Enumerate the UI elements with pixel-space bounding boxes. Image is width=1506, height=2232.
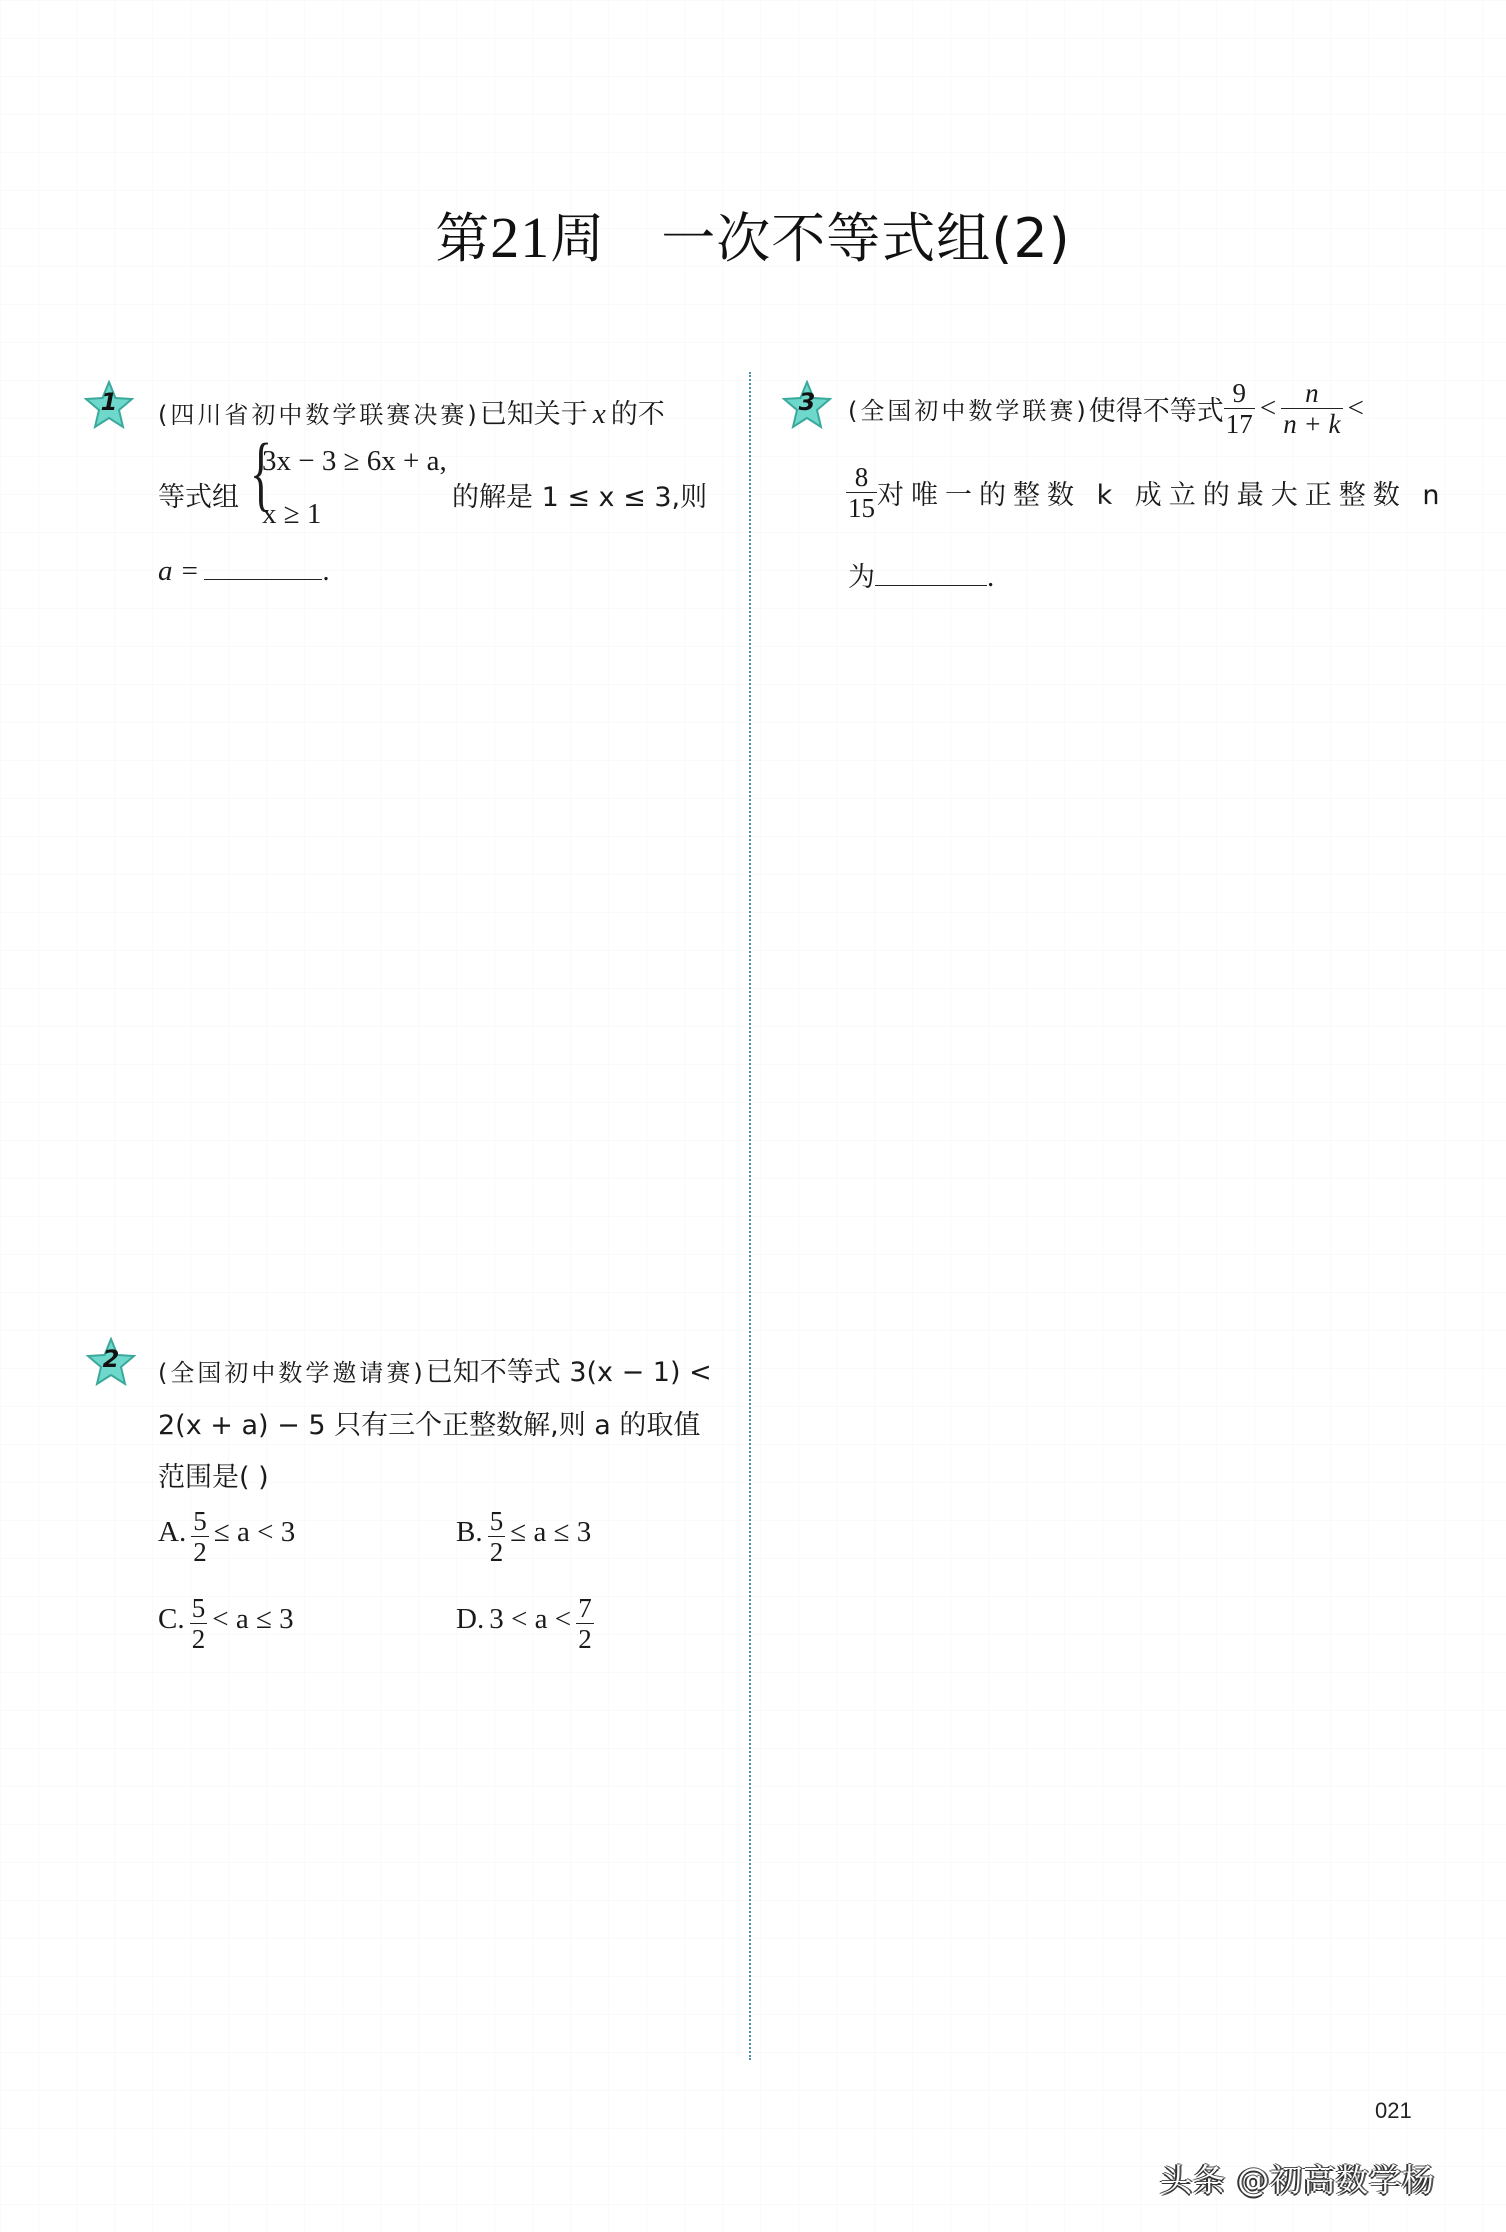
option-label: C. xyxy=(158,1603,185,1635)
less-than: < xyxy=(1347,392,1364,424)
question-text: 的不 xyxy=(610,399,665,430)
fraction-8-15: $\frac{8}{15}$ xyxy=(848,462,875,523)
fraction: $\frac{5}{2}$ xyxy=(489,1506,504,1567)
question-source: (全国初中数学邀请赛) xyxy=(158,1359,426,1387)
title-prefix: 第 xyxy=(435,207,491,270)
fraction-n-over-n-plus-k: $\frac{n}{n + k}$ xyxy=(1283,378,1341,439)
option-a[interactable] xyxy=(158,1506,295,1567)
fraction: $\frac{5}{2}$ xyxy=(193,1506,207,1567)
option-text: ≤ a ≤ 3 xyxy=(510,1516,592,1548)
title-topic: 一次不等式组(2) xyxy=(661,207,1071,270)
question-number: 1 xyxy=(100,388,118,416)
star-badge-2 xyxy=(86,1337,136,1387)
question-text: 对唯一的整数 k 成立的最大正整数 n xyxy=(877,480,1447,511)
option-d[interactable] xyxy=(456,1593,594,1654)
period: . xyxy=(987,561,995,593)
watermark: 头条 @初高数学杨 xyxy=(1160,2161,1436,2199)
fraction-9-17: $\frac{9}{17}$ xyxy=(1225,378,1253,439)
option-b[interactable] xyxy=(456,1506,591,1567)
week-number: 21 xyxy=(490,205,551,270)
question-text: 等式组 xyxy=(158,482,239,513)
star-badge-3 xyxy=(782,380,832,430)
question-text: 范围是( ) xyxy=(158,1462,269,1493)
option-text: < a ≤ 3 xyxy=(212,1603,294,1635)
system-brace: { xyxy=(250,427,273,520)
answer-blank[interactable] xyxy=(875,584,987,586)
option-text: 3 < a < xyxy=(489,1603,572,1635)
question-text: 2(x + a) − 5 只有三个正整数解,则 a 的取值 xyxy=(158,1410,701,1441)
answer-label: 为 xyxy=(848,562,875,593)
question-text: 已知不等式 3(x − 1) < xyxy=(425,1357,712,1388)
less-than: < xyxy=(1259,392,1277,424)
title-week: 周 xyxy=(550,207,606,270)
question-source: (四川省初中数学联赛决赛) xyxy=(158,401,480,429)
question-text: 已知关于 xyxy=(479,399,588,430)
question-text: 使得不等式 xyxy=(1088,396,1224,427)
period: . xyxy=(322,555,330,587)
column-divider xyxy=(749,372,751,2060)
option-c[interactable] xyxy=(158,1593,294,1654)
system-equation-1: 3x − 3 ≥ 6x + a, xyxy=(262,445,447,477)
system-equation-2: x ≥ 1 xyxy=(262,498,322,530)
variable-x: x xyxy=(592,398,606,430)
option-label: B. xyxy=(456,1516,483,1548)
option-text: ≤ a < 3 xyxy=(213,1516,296,1548)
fraction: $\frac{5}{2}$ xyxy=(191,1593,206,1654)
star-badge-1 xyxy=(84,380,134,430)
option-label: D. xyxy=(456,1603,485,1635)
option-label: A. xyxy=(158,1516,187,1548)
question-number: 3 xyxy=(798,388,816,416)
page-number: 021 xyxy=(1375,2098,1412,2123)
question-number: 2 xyxy=(102,1345,120,1373)
answer-label: a = xyxy=(158,555,200,587)
fraction: $\frac{7}{2}$ xyxy=(578,1593,592,1654)
answer-blank[interactable] xyxy=(204,578,322,580)
question-text: 的解是 1 ≤ x ≤ 3,则 xyxy=(452,482,708,513)
question-source: (全国初中数学联赛) xyxy=(848,397,1089,425)
page-title xyxy=(0,196,1506,273)
